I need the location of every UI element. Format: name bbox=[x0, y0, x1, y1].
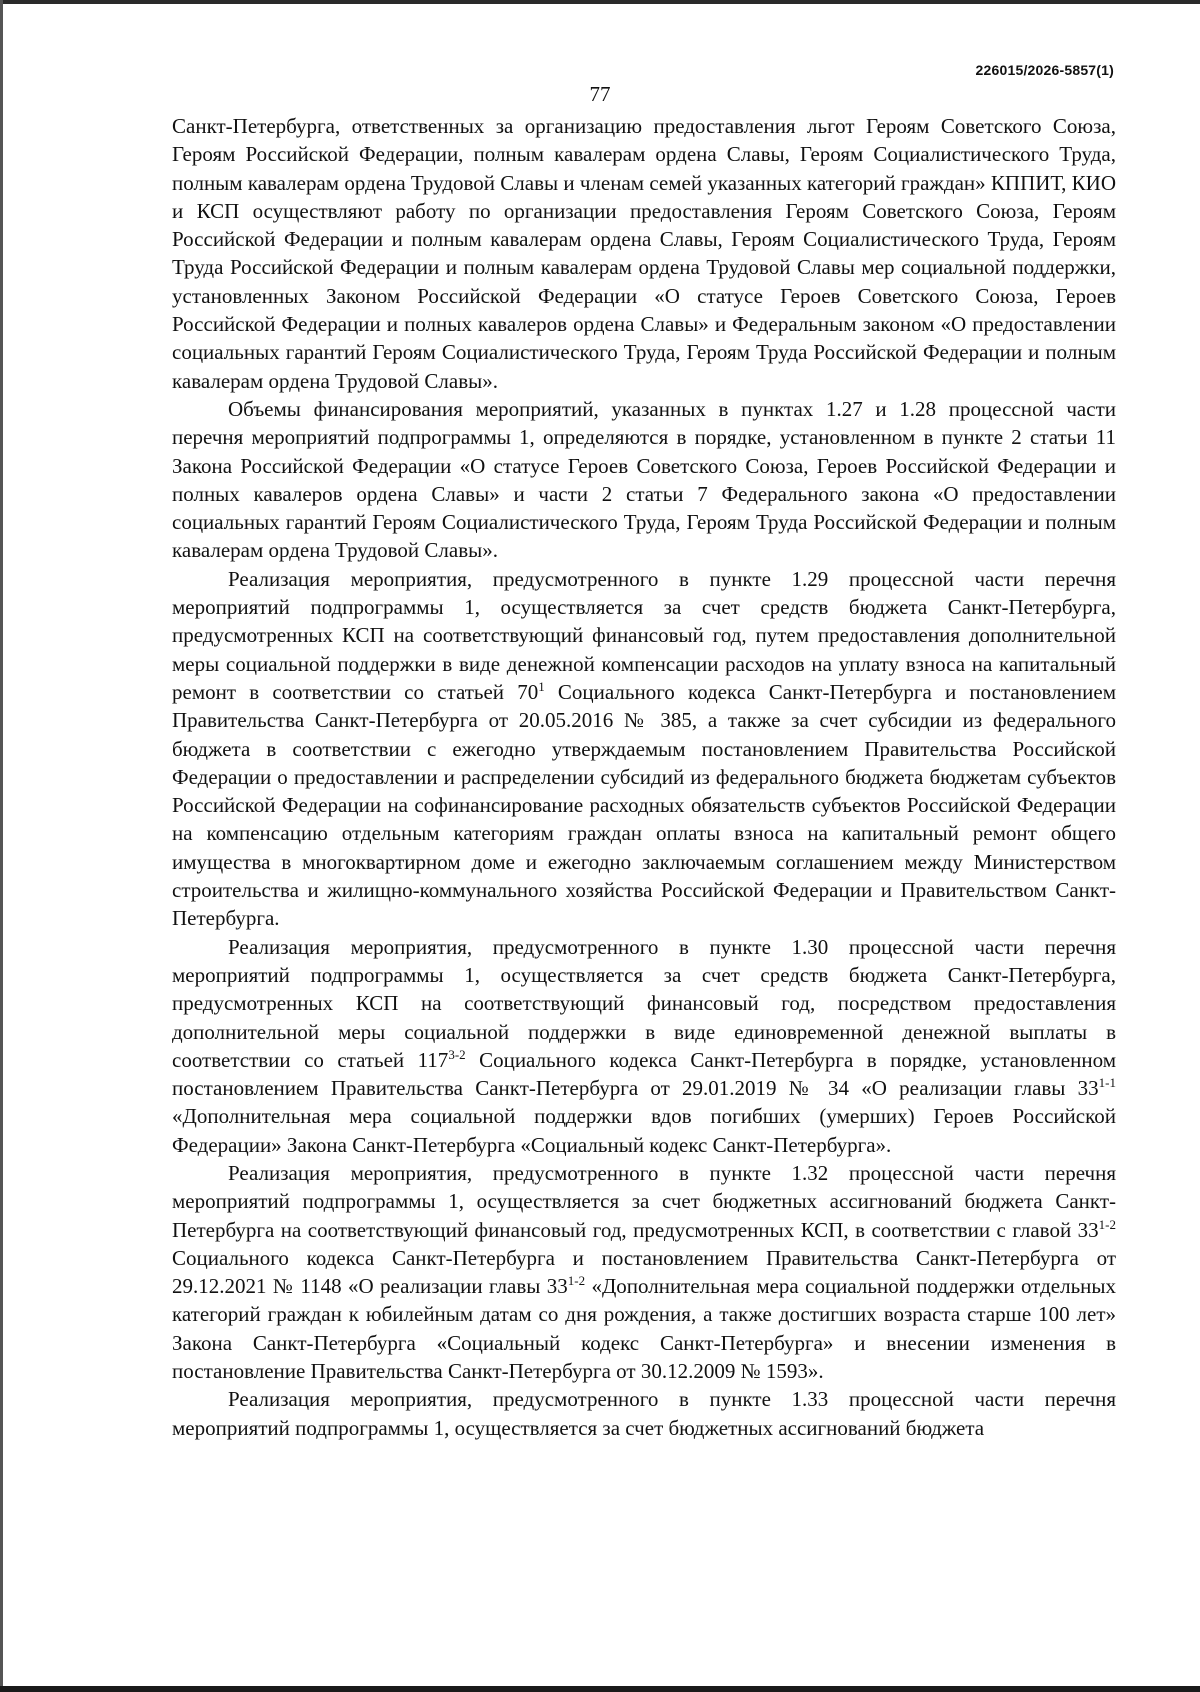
document-registration-number: 226015/2026-5857(1) bbox=[975, 62, 1114, 78]
paragraph-text: Реализация мероприятия, предусмотренного в пункте 1.32 процессной части перечня мероприятий подпрограммы 1, осуществляется за счет бюджетных ассигнований бюджета Санкт-Петербурга на соответствующий финансовый год, предусмотренных КСП, в соответствии с главой 33 bbox=[172, 1160, 1116, 1242]
superscript: 1-2 bbox=[567, 1273, 586, 1289]
page-number: 77 bbox=[589, 82, 611, 106]
scan-border-top bbox=[0, 0, 1200, 4]
paragraph-2 bbox=[172, 395, 1116, 565]
paragraph-text: Реализация мероприятия, предусмотренного в пункте 1.30 процессной части перечня мероприятий подпрограммы 1, осуществляется за счет средств бюджета Санкт-Петербурга, предусмотренных КСП на соответствующий финансовый год, посредством предоставления дополнительной меры социальной поддержки в виде единовременной денежной выплаты в соответствии со статьей 117 bbox=[172, 934, 1116, 1072]
paragraph-text: Социального кодекса Санкт-Петербурга в порядке, установленном постановлением Правительства Санкт-Петербурга от 29.01.2019 № 34 «О реализации главы 33 bbox=[172, 1047, 1116, 1101]
scan-border-left bbox=[0, 0, 3, 1692]
paragraph-4 bbox=[172, 933, 1116, 1159]
paragraph-1 bbox=[172, 112, 1116, 395]
paragraph-text: Реализация мероприятия, предусмотренного в пункте 1.33 процессной части перечня мероприятий подпрограммы 1, осуществляется за счет бюджетных ассигнований бюджета bbox=[172, 1387, 1116, 1440]
paragraph-text: Социального кодекса Санкт-Петербурга и постановлением Правительства Санкт-Петербурга от 29.12.2021 № 1148 «О реализации главы 33 bbox=[172, 1245, 1116, 1299]
paragraph-text: Реализация мероприятия, предусмотренного в пункте 1.29 процессной части перечня мероприятий подпрограммы 1, осуществляется за счет средств бюджета Санкт-Петербурга, предусмотренных КСП на соответствующий финансовый год, путем предоставления дополнительной меры социальной поддержки в виде денежной компенсации расходов на уплату взноса на капитальный ремонт в соответствии со статьей 70 bbox=[172, 566, 1116, 704]
superscript: 1-1 bbox=[1098, 1075, 1116, 1091]
paragraph-3 bbox=[172, 565, 1116, 933]
paragraph-text: Объемы финансирования мероприятий, указанных в пунктах 1.27 и 1.28 процессной части перечня мероприятий подпрограммы 1, определяются в порядке, установленном в пункте 2 статьи 11 Закона Российской Федерации «О статусе Героев Советского Союза, Героев Российской Федерации и полных кавалеров ордена Славы» и части 2 статьи 7 Федерального закона «О предоставлении социальных гарантий Героям Социалистического Труда, Героям Труда Российской Федерации и полным кавалерам ордена Трудовой Славы». bbox=[172, 396, 1116, 563]
paragraph-6 bbox=[172, 1385, 1116, 1442]
paragraph-text: «Дополнительная мера социальной поддержки отдельных категорий граждан к юбилейным датам со дня рождения, а также достигших возраста старше 100 лет» Закона Санкт-Петербурга «Социальный кодекс Санкт-Петербурга» и внесении изменения в постановление Правительства Санкт-Петербурга от 30.12.2009 № 1593». bbox=[172, 1274, 1116, 1384]
paragraph-text: Санкт-Петербурга, ответственных за организацию предоставления льгот Героям Советского Союза, Героям Российской Федерации, полным кавалерам ордена Славы, Героям Социалистического Труда, полным кавалерам ордена Трудовой Славы и членам семей указанных категорий граждан» КППИТ, КИО и КСП осуществляют работу по организации предоставления Героям Советского Союза, Героям Российской Федерации и полным кавалерам ордена Славы, Героям Социалистического Труда, Героям Труда Российской Федерации и полным кавалерам ордена Трудовой Славы мер социальной поддержки, установленных Законом Российской Федерации «О статусе Героев Советского Союза, Героев Российской Федерации и полных кавалеров ордена Славы» и Федеральным законом «О предоставлении социальных гарантий Героям Социалистического Труда, Героям Труда Российской Федерации и полным кавалерам ордена Трудовой Славы». bbox=[172, 114, 1116, 393]
paragraph-5 bbox=[172, 1159, 1116, 1385]
superscript: 1 bbox=[538, 678, 545, 694]
superscript: 1-2 bbox=[1098, 1216, 1116, 1232]
paragraph-text: «Дополнительная мера социальной поддержки вдов погибших (умерших) Героев Российской Федерации» Закона Санкт-Петербурга «Социальный кодекс Санкт-Петербурга». bbox=[172, 1104, 1116, 1157]
superscript: 3-2 bbox=[448, 1046, 466, 1062]
scan-border-bottom bbox=[0, 1686, 1200, 1692]
paragraph-text: Социального кодекса Санкт-Петербурга и постановлением Правительства Санкт-Петербурга от 20.05.2016 № 385, а также за счет субсидии из федерального бюджета в соответствии с ежегодно утверждаемым постановлением Правительства Российской Федерации о предоставлении и распределении субсидий из федерального бюджета бюджетам субъектов Российской Федерации на софинансирование расходных обязательств субъектов Российской Федерации на компенсацию отдельным категориям граждан оплаты взноса на капитальный ремонт общего имущества в многоквартирном доме и ежегодно заключаемым соглашением между Министерством строительства и жилищно-коммунального хозяйства Российской Федерации и Правительством Санкт-Петербурга. bbox=[172, 679, 1116, 931]
document-body bbox=[172, 112, 1116, 1442]
